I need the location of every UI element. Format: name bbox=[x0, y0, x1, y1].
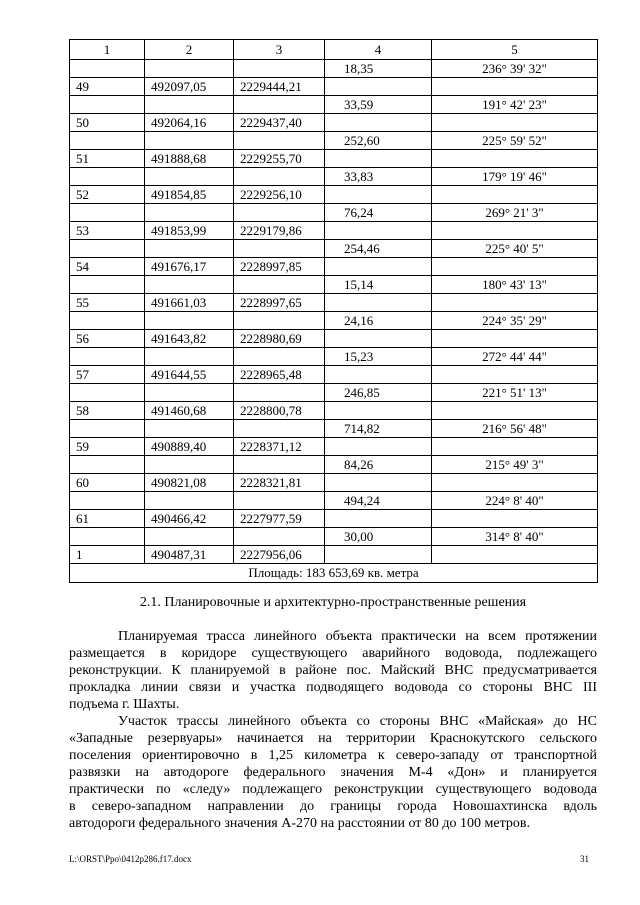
x-coordinate-cell bbox=[145, 420, 234, 438]
x-coordinate-cell bbox=[145, 492, 234, 510]
table-row bbox=[70, 366, 598, 384]
y-coordinate-cell bbox=[234, 204, 325, 222]
table-row bbox=[70, 420, 598, 438]
paragraph-line: размещается в коридоре существующего аварийного водовода, подлежащего bbox=[69, 646, 597, 661]
direction-cell: 225° 40' 5" bbox=[432, 240, 598, 258]
table-row bbox=[70, 168, 598, 186]
length-cell: 254,46 bbox=[325, 240, 432, 258]
y-coordinate-cell: 2228980,69 bbox=[234, 330, 325, 348]
x-coordinate-cell bbox=[145, 60, 234, 78]
length-cell bbox=[325, 78, 432, 96]
footer-page-number: 31 bbox=[580, 854, 589, 864]
length-cell: 246,85 bbox=[325, 384, 432, 402]
x-coordinate-cell bbox=[145, 240, 234, 258]
direction-cell: 216° 56' 48" bbox=[432, 420, 598, 438]
point-number-cell: 54 bbox=[70, 258, 145, 276]
direction-cell bbox=[432, 186, 598, 204]
direction-cell: 269° 21' 3" bbox=[432, 204, 598, 222]
y-coordinate-cell: 2229256,10 bbox=[234, 186, 325, 204]
table-row bbox=[70, 78, 598, 96]
length-cell bbox=[325, 294, 432, 312]
column-header-x: 2 bbox=[145, 40, 234, 60]
point-number-cell: 55 bbox=[70, 294, 145, 312]
coordinates-table-body bbox=[70, 40, 598, 583]
x-coordinate-cell: 490821,08 bbox=[145, 474, 234, 492]
point-number-cell: 52 bbox=[70, 186, 145, 204]
point-number-cell bbox=[70, 96, 145, 114]
y-coordinate-cell: 2228997,65 bbox=[234, 294, 325, 312]
length-cell bbox=[325, 114, 432, 132]
y-coordinate-cell: 2229444,21 bbox=[234, 78, 325, 96]
point-number-cell bbox=[70, 60, 145, 78]
point-number-cell bbox=[70, 348, 145, 366]
coordinates-table bbox=[69, 39, 598, 583]
y-coordinate-cell bbox=[234, 456, 325, 474]
point-number-cell: 53 bbox=[70, 222, 145, 240]
paragraph-route-description bbox=[69, 628, 597, 713]
table-row bbox=[70, 528, 598, 546]
point-number-cell: 1 bbox=[70, 546, 145, 564]
paragraph-line: развязки на автодороге федерального значения М-4 «Дон» и планируется bbox=[69, 765, 597, 780]
direction-cell: 236° 39' 32" bbox=[432, 60, 598, 78]
table-row bbox=[70, 510, 598, 528]
point-number-cell bbox=[70, 492, 145, 510]
length-cell: 33,83 bbox=[325, 168, 432, 186]
x-coordinate-cell: 490889,40 bbox=[145, 438, 234, 456]
x-coordinate-cell bbox=[145, 276, 234, 294]
x-coordinate-cell: 491854,85 bbox=[145, 186, 234, 204]
length-cell: 252,60 bbox=[325, 132, 432, 150]
point-number-cell: 60 bbox=[70, 474, 145, 492]
direction-cell bbox=[432, 78, 598, 96]
length-cell: 15,23 bbox=[325, 348, 432, 366]
y-coordinate-cell bbox=[234, 492, 325, 510]
point-number-cell: 56 bbox=[70, 330, 145, 348]
x-coordinate-cell bbox=[145, 528, 234, 546]
y-coordinate-cell bbox=[234, 276, 325, 294]
table-total-row bbox=[70, 564, 598, 583]
length-cell bbox=[325, 222, 432, 240]
x-coordinate-cell bbox=[145, 312, 234, 330]
y-coordinate-cell bbox=[234, 348, 325, 366]
direction-cell: 272° 44' 44" bbox=[432, 348, 598, 366]
y-coordinate-cell bbox=[234, 132, 325, 150]
x-coordinate-cell: 492064,16 bbox=[145, 114, 234, 132]
point-number-cell bbox=[70, 168, 145, 186]
column-header-length: 4 bbox=[325, 40, 432, 60]
direction-cell: 221° 51' 13" bbox=[432, 384, 598, 402]
point-number-cell bbox=[70, 456, 145, 474]
section-heading: 2.1. Планировочные и архитектурно-пространственные решения bbox=[139, 595, 527, 610]
y-coordinate-cell: 2228965,48 bbox=[234, 366, 325, 384]
direction-cell bbox=[432, 438, 598, 456]
table-header-row bbox=[70, 40, 598, 60]
paragraph-line: поселения ориентировочно в 1,25 километра к северо-западу от транспортной bbox=[69, 748, 597, 763]
paragraph-line: «Западные резервуары» начинается на территории Краснокутского сельского bbox=[69, 731, 597, 746]
table-row bbox=[70, 150, 598, 168]
point-number-cell bbox=[70, 384, 145, 402]
direction-cell bbox=[432, 330, 598, 348]
x-coordinate-cell bbox=[145, 96, 234, 114]
y-coordinate-cell bbox=[234, 312, 325, 330]
length-cell bbox=[325, 438, 432, 456]
x-coordinate-cell: 491644,55 bbox=[145, 366, 234, 384]
paragraph-line: подъема г. Шахты. bbox=[69, 697, 180, 712]
x-coordinate-cell: 491853,99 bbox=[145, 222, 234, 240]
x-coordinate-cell bbox=[145, 348, 234, 366]
table-row bbox=[70, 474, 598, 492]
direction-cell: 225° 59' 52" bbox=[432, 132, 598, 150]
point-number-cell: 51 bbox=[70, 150, 145, 168]
y-coordinate-cell bbox=[234, 60, 325, 78]
point-number-cell bbox=[70, 240, 145, 258]
point-number-cell: 61 bbox=[70, 510, 145, 528]
y-coordinate-cell: 2228321,81 bbox=[234, 474, 325, 492]
point-number-cell: 57 bbox=[70, 366, 145, 384]
point-number-cell bbox=[70, 132, 145, 150]
table-row bbox=[70, 546, 598, 564]
paragraph-line: реконструкции. К планируемой в районе пос. Майский ВНС предусматривается bbox=[69, 663, 597, 678]
table-row bbox=[70, 294, 598, 312]
length-cell bbox=[325, 510, 432, 528]
y-coordinate-cell: 2229179,86 bbox=[234, 222, 325, 240]
x-coordinate-cell: 492097,05 bbox=[145, 78, 234, 96]
area-total-cell: Площадь: 183 653,69 кв. метра bbox=[70, 564, 598, 583]
point-number-cell bbox=[70, 528, 145, 546]
length-cell: 76,24 bbox=[325, 204, 432, 222]
length-cell: 18,35 bbox=[325, 60, 432, 78]
y-coordinate-cell: 2227956,06 bbox=[234, 546, 325, 564]
x-coordinate-cell bbox=[145, 204, 234, 222]
direction-cell: 191° 42' 23" bbox=[432, 96, 598, 114]
length-cell bbox=[325, 186, 432, 204]
column-header-point-number: 1 bbox=[70, 40, 145, 60]
x-coordinate-cell bbox=[145, 132, 234, 150]
direction-cell bbox=[432, 294, 598, 312]
table-row bbox=[70, 60, 598, 78]
point-number-cell bbox=[70, 312, 145, 330]
y-coordinate-cell bbox=[234, 420, 325, 438]
direction-cell bbox=[432, 150, 598, 168]
y-coordinate-cell: 2229437,40 bbox=[234, 114, 325, 132]
point-number-cell: 49 bbox=[70, 78, 145, 96]
length-cell: 30,00 bbox=[325, 528, 432, 546]
x-coordinate-cell: 491676,17 bbox=[145, 258, 234, 276]
table-row bbox=[70, 96, 598, 114]
x-coordinate-cell bbox=[145, 384, 234, 402]
length-cell bbox=[325, 402, 432, 420]
y-coordinate-cell bbox=[234, 240, 325, 258]
point-number-cell: 58 bbox=[70, 402, 145, 420]
direction-cell: 215° 49' 3" bbox=[432, 456, 598, 474]
length-cell bbox=[325, 366, 432, 384]
table-row bbox=[70, 402, 598, 420]
table-row bbox=[70, 258, 598, 276]
paragraph-line: автодороги федерального значения А-270 на расстоянии от 80 до 100 метров. bbox=[69, 816, 530, 831]
y-coordinate-cell bbox=[234, 168, 325, 186]
table-row bbox=[70, 312, 598, 330]
paragraph-line: практически по «следу» подлежащего реконструкции существующего водовода bbox=[69, 782, 597, 797]
x-coordinate-cell: 490487,31 bbox=[145, 546, 234, 564]
length-cell: 714,82 bbox=[325, 420, 432, 438]
table-row bbox=[70, 204, 598, 222]
point-number-cell bbox=[70, 420, 145, 438]
x-coordinate-cell: 491661,03 bbox=[145, 294, 234, 312]
length-cell bbox=[325, 150, 432, 168]
length-cell: 494,24 bbox=[325, 492, 432, 510]
direction-cell: 224° 35' 29" bbox=[432, 312, 598, 330]
length-cell: 33,59 bbox=[325, 96, 432, 114]
length-cell bbox=[325, 330, 432, 348]
x-coordinate-cell: 491643,82 bbox=[145, 330, 234, 348]
table-row bbox=[70, 132, 598, 150]
point-number-cell: 50 bbox=[70, 114, 145, 132]
paragraph-line: прокладка линии связи и участка подводящего водовода со стороны ВНС III bbox=[69, 680, 597, 695]
length-cell bbox=[325, 546, 432, 564]
paragraph-line: в северо-западном направлении до границы города Новошахтинска вдоль bbox=[69, 799, 597, 814]
length-cell: 24,16 bbox=[325, 312, 432, 330]
direction-cell: 180° 43' 13" bbox=[432, 276, 598, 294]
x-coordinate-cell bbox=[145, 168, 234, 186]
point-number-cell bbox=[70, 276, 145, 294]
table-row bbox=[70, 330, 598, 348]
point-number-cell: 59 bbox=[70, 438, 145, 456]
direction-cell bbox=[432, 546, 598, 564]
paragraph-line: Планируемая трасса линейного объекта практически на всем протяжении bbox=[118, 629, 597, 644]
direction-cell bbox=[432, 222, 598, 240]
table-row bbox=[70, 384, 598, 402]
paragraph-route-section bbox=[69, 713, 597, 832]
table-row bbox=[70, 492, 598, 510]
direction-cell: 224° 8' 40" bbox=[432, 492, 598, 510]
y-coordinate-cell: 2228371,12 bbox=[234, 438, 325, 456]
y-coordinate-cell: 2228997,85 bbox=[234, 258, 325, 276]
length-cell bbox=[325, 258, 432, 276]
paragraph-line: Участок трассы линейного объекта со стороны ВНС «Майская» до НС bbox=[118, 714, 597, 729]
direction-cell: 314° 8' 40" bbox=[432, 528, 598, 546]
footer-file-path: L:\ORST\Ppo\0412p286.f17.docx bbox=[69, 854, 192, 864]
table-row bbox=[70, 222, 598, 240]
x-coordinate-cell bbox=[145, 456, 234, 474]
direction-cell: 179° 19' 46" bbox=[432, 168, 598, 186]
y-coordinate-cell: 2228800,78 bbox=[234, 402, 325, 420]
direction-cell bbox=[432, 258, 598, 276]
x-coordinate-cell: 491460,68 bbox=[145, 402, 234, 420]
table-row bbox=[70, 438, 598, 456]
x-coordinate-cell: 491888,68 bbox=[145, 150, 234, 168]
column-header-direction: 5 bbox=[432, 40, 598, 60]
y-coordinate-cell bbox=[234, 96, 325, 114]
direction-cell bbox=[432, 366, 598, 384]
x-coordinate-cell: 490466,42 bbox=[145, 510, 234, 528]
table-row bbox=[70, 348, 598, 366]
direction-cell bbox=[432, 114, 598, 132]
length-cell: 15,14 bbox=[325, 276, 432, 294]
point-number-cell bbox=[70, 204, 145, 222]
table-row bbox=[70, 186, 598, 204]
table-row bbox=[70, 276, 598, 294]
direction-cell bbox=[432, 510, 598, 528]
direction-cell bbox=[432, 402, 598, 420]
column-header-y: 3 bbox=[234, 40, 325, 60]
table-row bbox=[70, 456, 598, 474]
table-row bbox=[70, 114, 598, 132]
y-coordinate-cell: 2227977,59 bbox=[234, 510, 325, 528]
direction-cell bbox=[432, 474, 598, 492]
y-coordinate-cell bbox=[234, 384, 325, 402]
table-row bbox=[70, 240, 598, 258]
length-cell: 84,26 bbox=[325, 456, 432, 474]
y-coordinate-cell bbox=[234, 528, 325, 546]
y-coordinate-cell: 2229255,70 bbox=[234, 150, 325, 168]
length-cell bbox=[325, 474, 432, 492]
